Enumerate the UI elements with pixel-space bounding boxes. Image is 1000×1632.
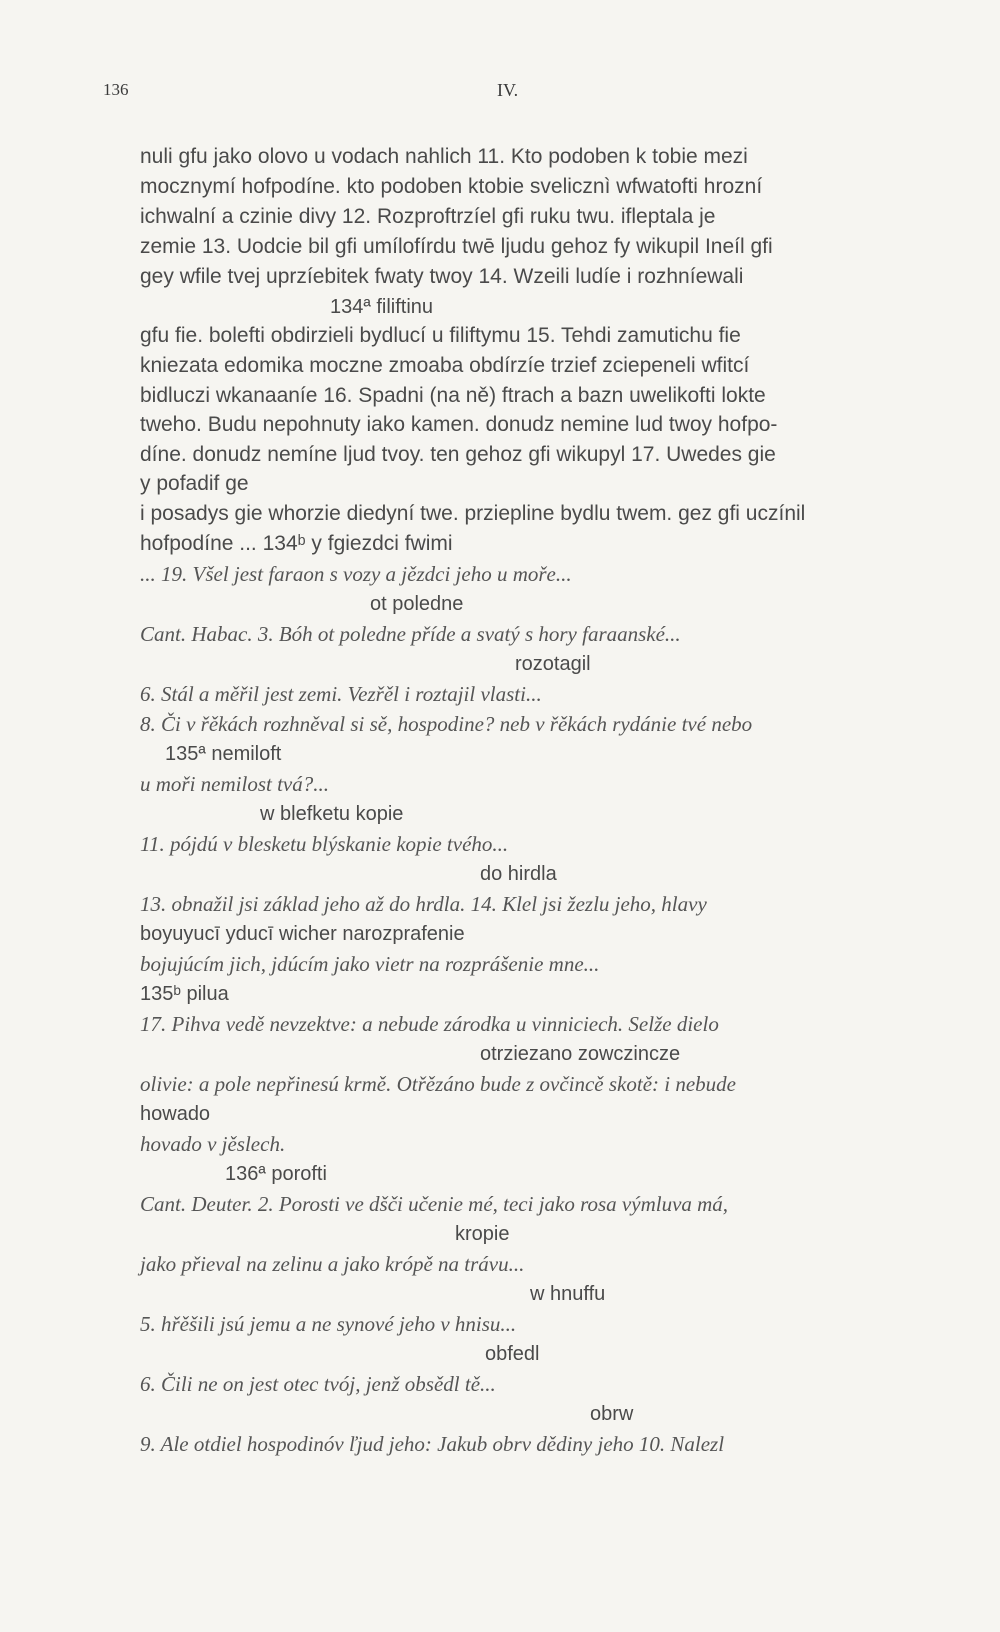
running-title: IV. — [497, 80, 519, 100]
text-line: ichwalní a czinie divy 12. Rozproftrzíel gfi ruku twu. ifleptala je — [140, 205, 716, 228]
text-line: do hirdla — [480, 863, 557, 885]
text-line: 17. Pihva vedě nevzektve: a nebude zárodka u vinniciech. Selže dielo — [140, 1012, 719, 1036]
text-line: 13. obnažil jsi základ jeho až do hrdla. 14. Klel jsi žezlu jeho, hlavy — [140, 892, 707, 916]
text-line: bojujúcím jich, jdúcím jako vietr na rozprášenie mne... — [140, 952, 600, 976]
text-line: 8. Či v řěkách rozhněval si sě, hospodine? neb v řěkách rydánie tvé nebo — [140, 712, 753, 736]
text-line: y pofadif ge — [140, 472, 249, 495]
text-line: gfu fie. bolefti obdirzieli bydlucí u filiftymu 15. Tehdi zamutichu fie — [140, 324, 741, 347]
text-line: gey wfile tvej uprzíebitek fwaty twoy 14. Wzeili ludíe i rozhníewali — [140, 265, 744, 288]
text-line: i posadys gie whorzie diedyní twe. prziepline bydlu twem. gez gfi uczínil — [140, 502, 806, 525]
text-line: kniezata edomika moczne zmoaba obdírzíe trzief zciepeneli wfitcí — [140, 354, 750, 377]
text-line: otrziezano zowczincze — [480, 1043, 681, 1065]
text-line: jako přieval na zelinu a jako krópě na trávu... — [140, 1252, 525, 1276]
text-line: rozotagil — [515, 653, 591, 675]
text-line: 5. hřěšili jsú jemu a ne synové jeho v hnisu... — [140, 1312, 517, 1336]
text-line: w hnuffu — [530, 1283, 606, 1305]
text-line: kropie — [455, 1223, 510, 1245]
text-line: 6. Čili ne on jest otec tvój, jenž obsědl tě... — [140, 1372, 496, 1396]
text-line: u moři nemilost tvá?... — [140, 772, 329, 796]
text-line: 136ª porofti — [225, 1163, 327, 1185]
text-line: zemie 13. Uodcie bil gfi umílofírdu twē ljudu gehoz fy wikupil Ineíl gfi — [140, 235, 773, 258]
text-line: 135ᵇ pilua — [140, 983, 229, 1005]
text-line: bidluczi wkanaaníe 16. Spadni (na ně) ftrach a bazn uwelikofti lokte — [140, 384, 766, 407]
text-line: tweho. Budu nepohnuty iako kamen. donudz nemine lud twoy hofpo- — [140, 413, 778, 436]
text-line: howado — [140, 1103, 211, 1125]
text-line: w blefketu kopie — [260, 803, 404, 825]
text-line: díne. donudz nemíne ljud tvoy. ten gehoz gfi wikupyl 17. Uwedes gie — [140, 443, 776, 466]
page-number: 136 — [103, 80, 129, 99]
text-line: boyuyucī yducī wicher narozprafenie — [140, 923, 465, 945]
text-line: hofpodíne ... 134ᵇ y fgiezdci fwimi — [140, 532, 453, 555]
text-line: mocznymí hofpodíne. kto podoben ktobie svelicznì wfwatofti hrozní — [140, 175, 763, 198]
text-line: 9. Ale otdiel hospodinóv ľjud jeho: Jakub obrv dědiny jeho 10. Nalezl — [140, 1432, 725, 1456]
text-line: obfedl — [485, 1343, 540, 1365]
text-line: obrw — [590, 1403, 634, 1425]
text-line: ... 19. Všel jest faraon s vozy a jězdci jeho u moře... — [140, 562, 572, 586]
text-line: 135ª nemiloft — [165, 743, 282, 765]
text-line: Cant. Habac. 3. Bóh ot poledne příde a svatý s hory faraanské... — [140, 622, 681, 646]
text-line: Cant. Deuter. 2. Porosti ve dšči učenie mé, teci jako rosa výmluva má, — [140, 1192, 729, 1216]
text-line: nuli gfu jako olovo u vodach nahlich 11. Kto podoben k tobie mezi — [140, 145, 748, 168]
text-line: ot poledne — [370, 593, 464, 615]
text-line: hovado v jěslech. — [140, 1132, 286, 1156]
text-line: olivie: a pole nepřinesú krmě. Otřězáno bude z ovčincě skotě: i nebude — [140, 1072, 736, 1096]
text-line: 6. Stál a měřil jest zemi. Vezřěl i roztajil vlasti... — [140, 682, 542, 706]
text-line: 11. pójdú v blesketu blýskanie kopie tvého... — [140, 832, 509, 856]
text-line: 134ª filiftinu — [330, 296, 434, 318]
